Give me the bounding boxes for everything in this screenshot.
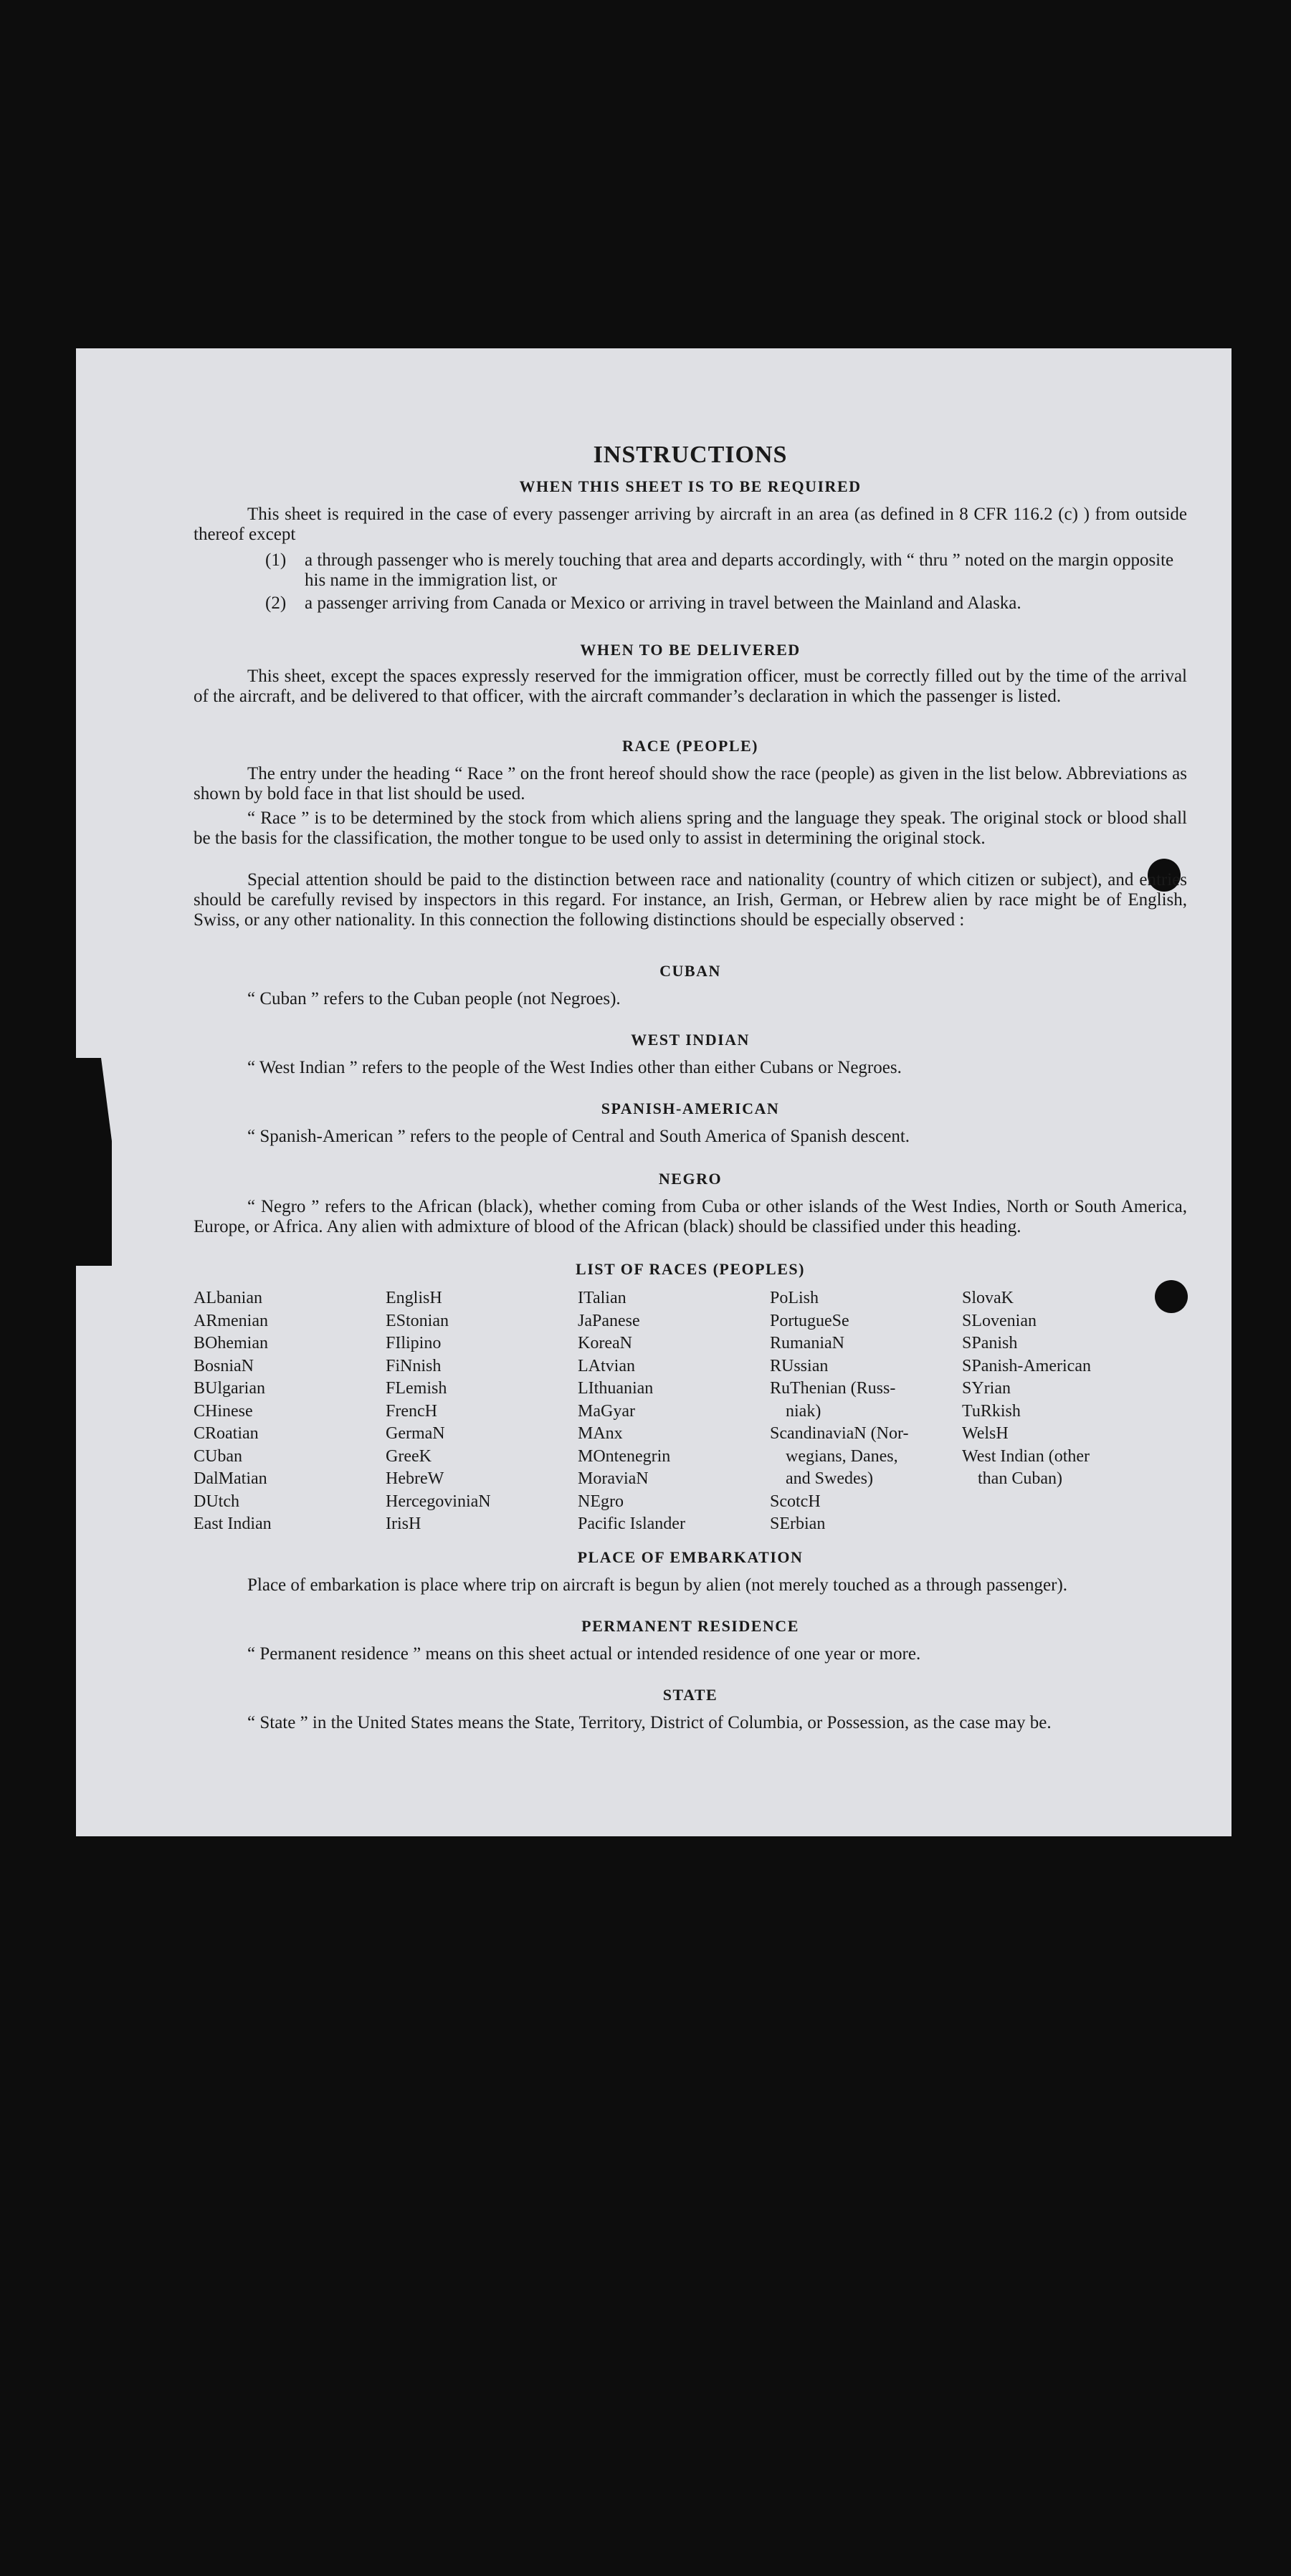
race-entry: SErbian bbox=[770, 1514, 826, 1533]
state-text: “ State ” in the United States means the State, Territory, District of Columbia, or Possession, as the case may be. bbox=[247, 1713, 1052, 1732]
spanish-american-text: “ Spanish-American ” refers to the people of Central and South America of Spanish descent. bbox=[247, 1127, 910, 1146]
when-required-intro: This sheet is required in the case of every passenger arriving by aircraft in an area (as defined in 8 CFR 116.2 (c) ) from outside thereof except bbox=[194, 505, 1187, 544]
heading-residence: PERMANENT RESIDENCE bbox=[581, 1617, 799, 1635]
race-entry: NEgro bbox=[578, 1492, 624, 1511]
race-entry: East Indian bbox=[194, 1514, 272, 1533]
race-entry: FiNnish bbox=[386, 1356, 442, 1375]
races-column-4 bbox=[770, 1287, 962, 1536]
race-entry: RumaniaN bbox=[770, 1334, 844, 1353]
heading-negro: NEGRO bbox=[658, 1170, 723, 1188]
race-entry: WelsH bbox=[962, 1424, 1009, 1443]
race-paragraph-3: Special attention should be paid to the distinction between race and nationality (country of which citizen or subject), and entries should be carefully revised by inspectors in this regard. For instance, an Irish, German, or Hebrew alien by race might be of English, Swiss, or any other nationality. In this connection the following distinctions should be especially observed : bbox=[194, 870, 1187, 930]
race-entry: wegians, Danes, bbox=[786, 1446, 898, 1466]
race-entry: PortugueSe bbox=[770, 1311, 849, 1330]
when-delivered-text: This sheet, except the spaces expressly reserved for the immigration officer, must be correctly filled out by the time of the arrival of the aircraft, and be delivered to that officer, with the aircraft commander’s declaration in which the passenger is listed. bbox=[194, 667, 1187, 706]
heading-west-indian: WEST INDIAN bbox=[631, 1031, 750, 1049]
race-entry: HercegoviniaN bbox=[386, 1492, 491, 1511]
races-column-1 bbox=[194, 1287, 386, 1536]
race-entry: West Indian (other bbox=[962, 1446, 1090, 1466]
exception-text: a passenger arriving from Canada or Mexico or arriving in travel between the Mainland and Alaska. bbox=[305, 593, 1021, 613]
heading-embarkation: PLACE OF EMBARKATION bbox=[577, 1548, 804, 1566]
races-list bbox=[194, 1287, 1187, 1536]
embarkation-text: Place of embarkation is place where trip on aircraft is begun by alien (not merely touched as a through passenger). bbox=[247, 1575, 1068, 1595]
race-entry: LAtvian bbox=[578, 1356, 635, 1375]
exception-item-2 bbox=[265, 593, 1187, 614]
race-entry: niak) bbox=[786, 1401, 821, 1421]
race-entry: SPanish-American bbox=[962, 1356, 1091, 1375]
race-entry: EnglisH bbox=[386, 1289, 442, 1307]
race-entry: JaPanese bbox=[578, 1311, 640, 1330]
negro-text: “ Negro ” refers to the African (black), whether coming from Cuba or other islands of the West Indies, North or South America, Europe, or Africa. Any alien with admixture of blood of the African (black) should be classified under this heading. bbox=[194, 1197, 1187, 1236]
race-entry: Pacific Islander bbox=[578, 1514, 685, 1533]
race-entry: MoraviaN bbox=[578, 1469, 649, 1488]
races-column-5 bbox=[962, 1287, 1154, 1536]
race-entry: LIthuanian bbox=[578, 1379, 654, 1398]
race-entry: GermaN bbox=[386, 1424, 445, 1443]
race-entry: RuThenian (Russ- bbox=[770, 1379, 896, 1398]
race-entry: FIlipino bbox=[386, 1334, 442, 1353]
heading-spanish-american: SPANISH-AMERICAN bbox=[601, 1099, 780, 1117]
cuban-text: “ Cuban ” refers to the Cuban people (not Negroes). bbox=[247, 989, 621, 1008]
race-entry: RUssian bbox=[770, 1356, 829, 1375]
heading-state: STATE bbox=[662, 1686, 718, 1704]
race-entry: CRoatian bbox=[194, 1424, 259, 1443]
race-entry: SPanish bbox=[962, 1334, 1018, 1353]
race-entry: CHinese bbox=[194, 1401, 253, 1421]
race-entry: EStonian bbox=[386, 1311, 449, 1330]
race-entry: ScotcH bbox=[770, 1492, 821, 1511]
west-indian-text: “ West Indian ” refers to the people of the West Indies other than either Cubans or Negroes. bbox=[247, 1058, 902, 1077]
race-entry: ITalian bbox=[578, 1289, 627, 1307]
race-entry: SLovenian bbox=[962, 1311, 1037, 1330]
race-entry: SlovaK bbox=[962, 1289, 1014, 1307]
race-entry: FLemish bbox=[386, 1379, 447, 1398]
race-entry: ALbanian bbox=[194, 1289, 262, 1307]
residence-text: “ Permanent residence ” means on this sheet actual or intended residence of one year or more. bbox=[247, 1644, 921, 1664]
race-entry: ScandinaviaN (Nor- bbox=[770, 1424, 909, 1443]
exception-item-1 bbox=[265, 550, 1187, 591]
exception-number: (1) bbox=[265, 550, 287, 570]
race-entry: than Cuban) bbox=[978, 1469, 1062, 1488]
race-entry: KoreaN bbox=[578, 1334, 632, 1353]
race-entry: MaGyar bbox=[578, 1401, 635, 1421]
race-entry: MAnx bbox=[578, 1424, 623, 1443]
heading-race: RACE (PEOPLE) bbox=[622, 737, 758, 755]
race-entry: PoLish bbox=[770, 1289, 819, 1307]
race-entry: CUban bbox=[194, 1446, 242, 1466]
race-entry: MOntenegrin bbox=[578, 1446, 671, 1466]
heading-races-list: LIST OF RACES (PEOPLES) bbox=[576, 1260, 805, 1278]
race-entry: BosniaN bbox=[194, 1356, 254, 1375]
race-entry: and Swedes) bbox=[786, 1469, 873, 1488]
race-entry: GreeK bbox=[386, 1446, 432, 1466]
race-entry: ARmenian bbox=[194, 1311, 268, 1330]
race-entry: TuRkish bbox=[962, 1401, 1021, 1421]
race-entry: DUtch bbox=[194, 1492, 239, 1511]
exception-number: (2) bbox=[265, 593, 287, 613]
race-entry: FrencH bbox=[386, 1401, 437, 1421]
races-column-2 bbox=[386, 1287, 578, 1536]
race-entry: SYrian bbox=[962, 1379, 1011, 1398]
heading-cuban: CUBAN bbox=[659, 962, 721, 980]
race-paragraph-1: The entry under the heading “ Race ” on the front hereof should show the race (people) as given in the list below. Abbreviations as shown by bold face in that list should be used. bbox=[194, 764, 1187, 803]
race-entry: BUlgarian bbox=[194, 1379, 265, 1398]
heading-when-delivered: WHEN TO BE DELIVERED bbox=[580, 641, 801, 659]
torn-edge bbox=[76, 1058, 112, 1266]
race-entry: BOhemian bbox=[194, 1334, 268, 1353]
race-entry: HebreW bbox=[386, 1469, 444, 1488]
race-entry: DalMatian bbox=[194, 1469, 267, 1488]
race-entry: IrisH bbox=[386, 1514, 421, 1533]
races-column-3 bbox=[578, 1287, 770, 1536]
heading-when-required: WHEN THIS SHEET IS TO BE REQUIRED bbox=[519, 477, 862, 495]
race-paragraph-2: “ Race ” is to be determined by the stock from which aliens spring and the language they speak. The original stock or blood shall be the basis for the classification, the mother tongue to be used only to assist in determining the original stock. bbox=[194, 808, 1187, 848]
exception-text: a through passenger who is merely touching that area and departs accordingly, with “ thru ” noted on the margin opposite his name in the immigration list, or bbox=[305, 550, 1174, 590]
page-title: INSTRUCTIONS bbox=[593, 442, 788, 468]
document-sheet bbox=[76, 348, 1232, 1836]
